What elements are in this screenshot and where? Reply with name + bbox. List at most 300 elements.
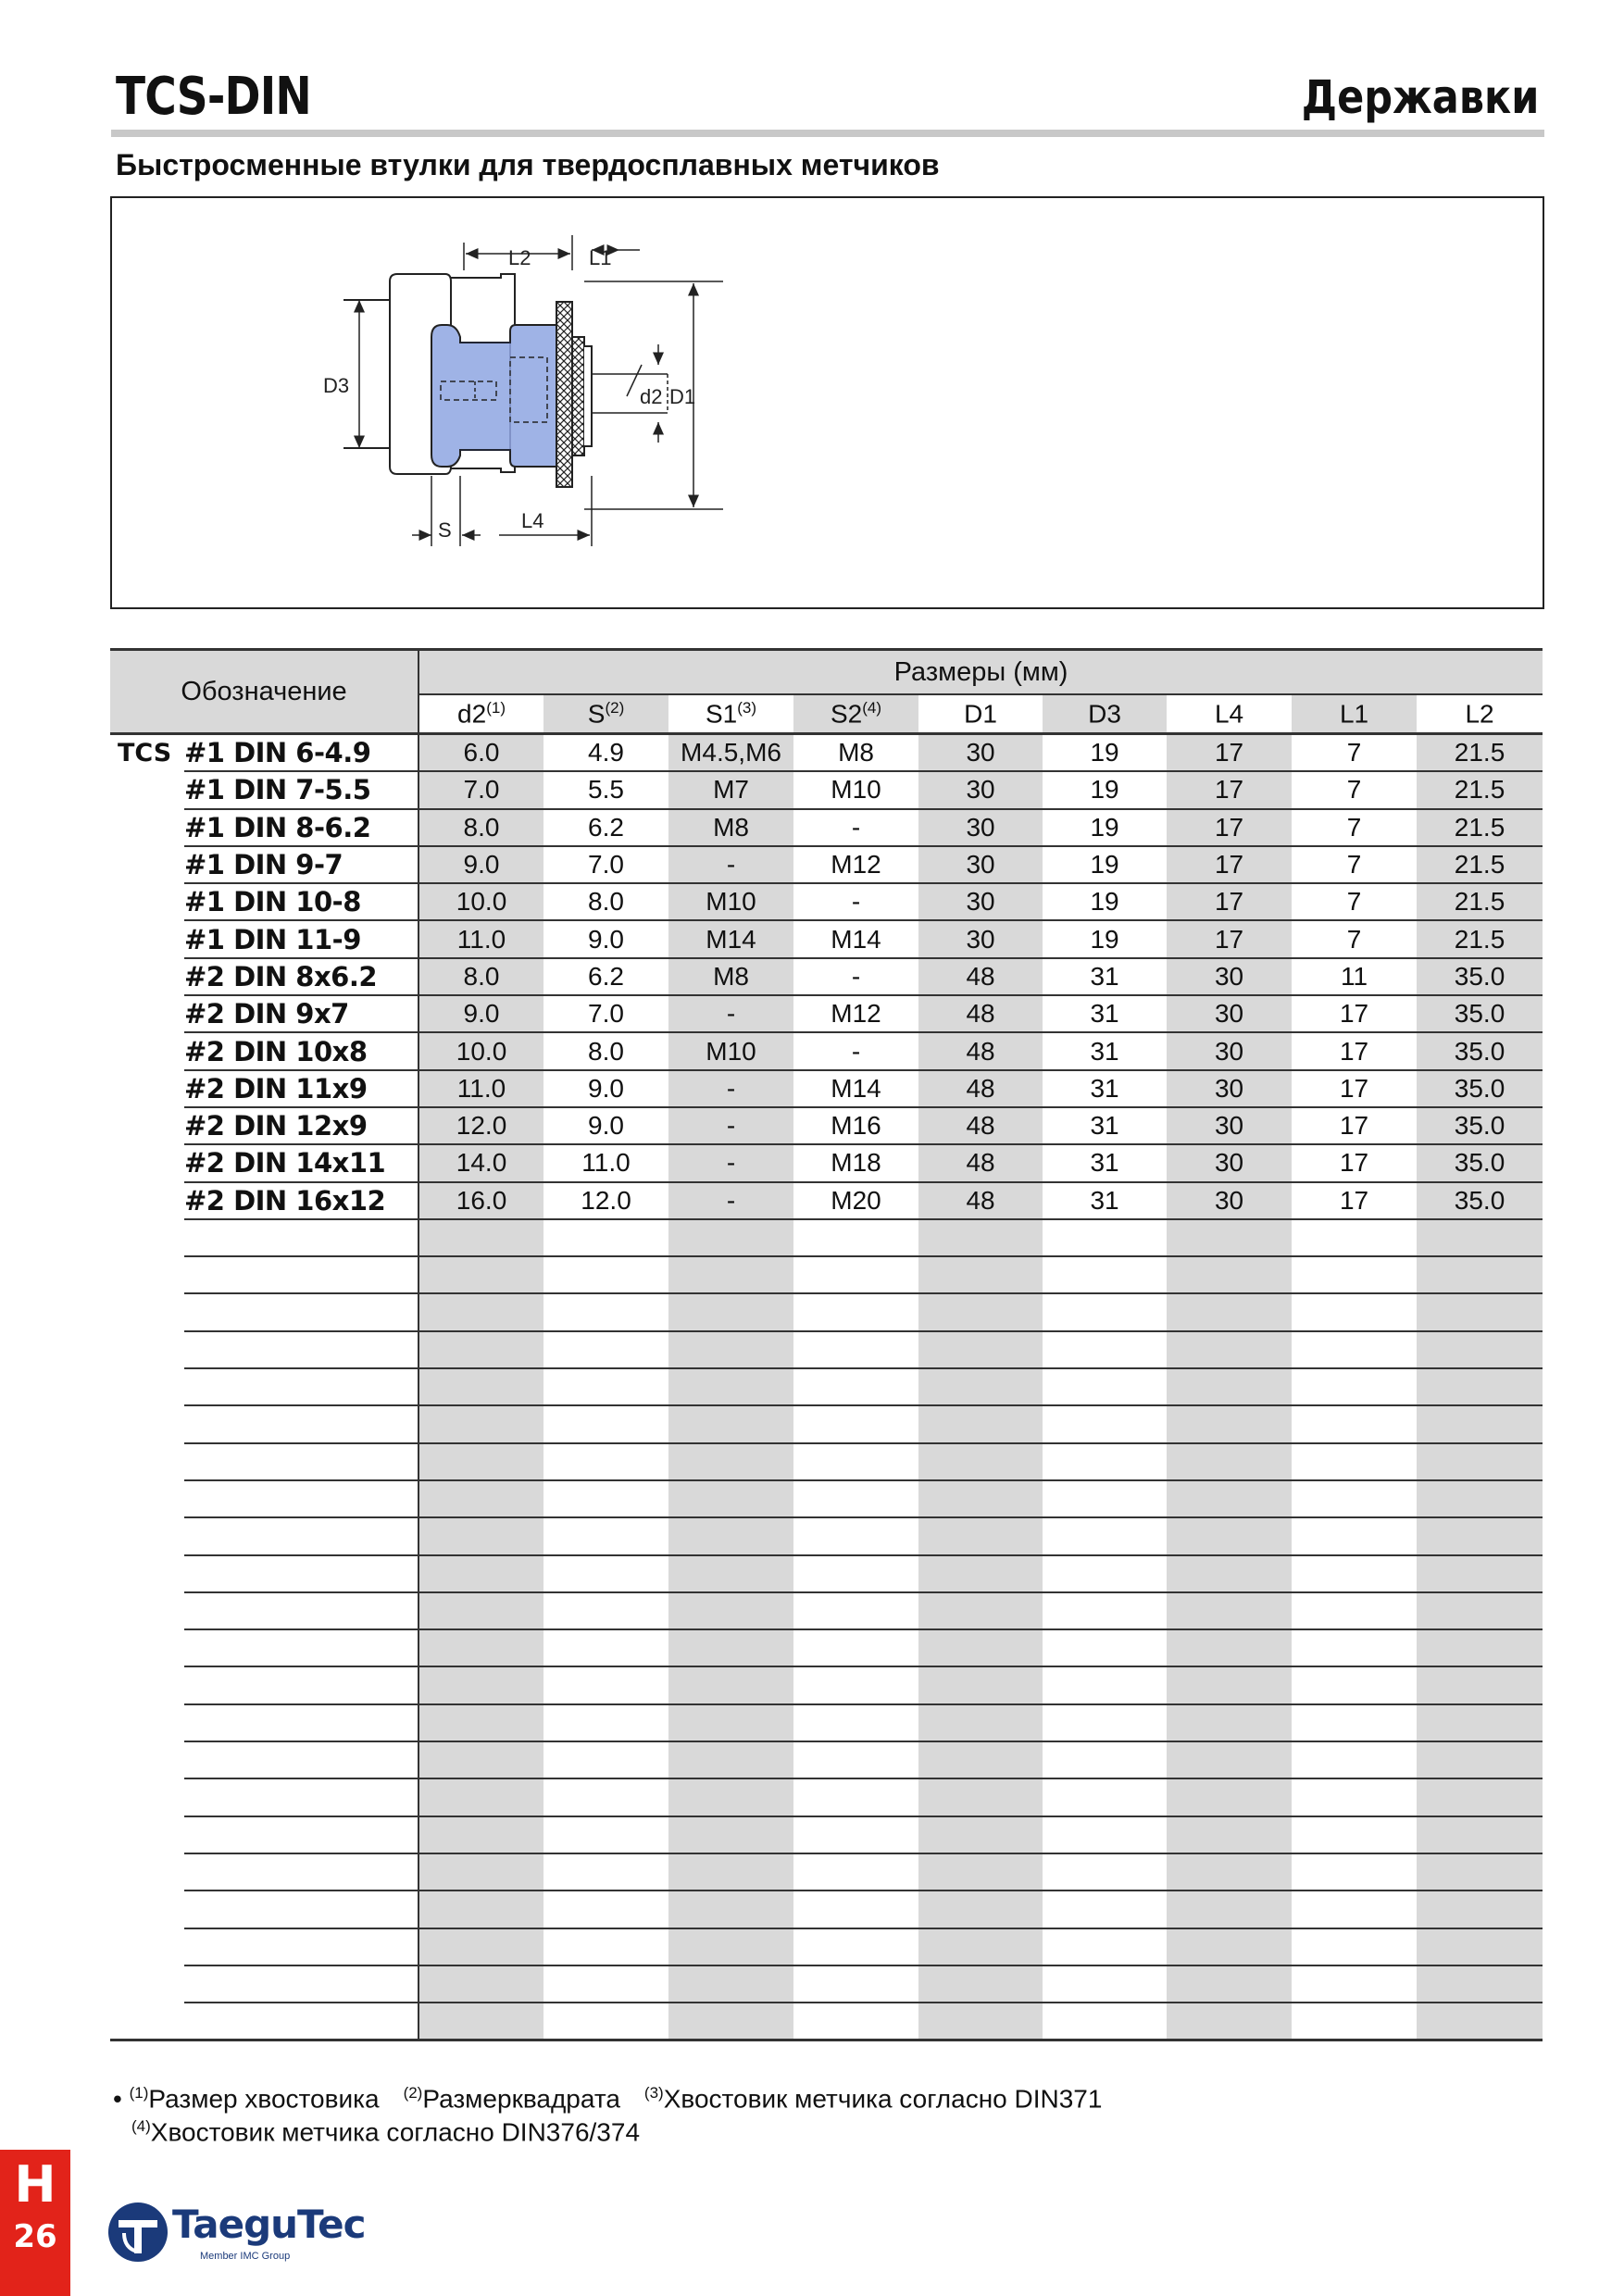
value-cell: 7 xyxy=(1292,771,1417,808)
value-cell: 19 xyxy=(1043,734,1167,772)
group-label-cell xyxy=(110,995,184,1032)
value-cell: - xyxy=(793,809,918,846)
value-cell xyxy=(418,1890,543,1928)
value-cell xyxy=(1043,1592,1167,1629)
value-cell: - xyxy=(668,1182,793,1219)
empty-table-row xyxy=(110,1368,1543,1405)
value-cell xyxy=(418,1704,543,1741)
value-cell xyxy=(1043,1816,1167,1853)
value-cell xyxy=(668,1480,793,1517)
footnote-1-ref: (1) xyxy=(129,2084,149,2102)
designation-cell: #2 DIN 10x8 xyxy=(184,1032,418,1069)
value-cell: 6.2 xyxy=(543,958,668,995)
value-cell xyxy=(793,1629,918,1666)
group-label-cell xyxy=(110,1331,184,1368)
value-cell xyxy=(793,1256,918,1293)
group-label-cell xyxy=(110,1965,184,2003)
value-cell xyxy=(1417,1629,1543,1666)
footnote-line-2 xyxy=(113,2113,1102,2146)
dimensions-table xyxy=(110,648,1543,2041)
value-cell: 8.0 xyxy=(543,883,668,920)
table-row xyxy=(110,771,1543,808)
value-cell xyxy=(793,1331,918,1368)
value-cell xyxy=(543,1219,668,1256)
designation-cell xyxy=(184,1928,418,1965)
group-label-cell xyxy=(110,1555,184,1592)
value-cell xyxy=(1417,1704,1543,1741)
value-cell xyxy=(668,2003,793,2040)
designation-cell xyxy=(184,1219,418,1256)
value-cell: 7 xyxy=(1292,809,1417,846)
value-cell xyxy=(1417,1778,1543,1816)
value-cell: 8.0 xyxy=(543,1032,668,1069)
value-cell: 8.0 xyxy=(418,809,543,846)
value-cell xyxy=(1043,1443,1167,1480)
empty-table-row xyxy=(110,1405,1543,1442)
value-cell xyxy=(918,1293,1043,1330)
section-title: Державки xyxy=(1301,70,1539,124)
value-cell xyxy=(418,1443,543,1480)
value-cell xyxy=(418,1666,543,1703)
value-cell xyxy=(1292,1704,1417,1741)
group-label-cell xyxy=(110,1928,184,1965)
designation-cell xyxy=(184,1592,418,1629)
group-label-cell xyxy=(110,958,184,995)
column-header: L1 xyxy=(1292,694,1417,734)
value-cell: 17 xyxy=(1167,883,1292,920)
designation-cell: #1 DIN 11-9 xyxy=(184,920,418,957)
value-cell xyxy=(418,1256,543,1293)
value-cell xyxy=(1292,1219,1417,1256)
value-cell xyxy=(668,1741,793,1778)
empty-table-row xyxy=(110,1666,1543,1703)
value-cell: 31 xyxy=(1043,995,1167,1032)
footnote-4: Хвостовик метчика согласно DIN376/374 xyxy=(150,2117,641,2147)
value-cell: 31 xyxy=(1043,1107,1167,1144)
value-cell: 16.0 xyxy=(418,1182,543,1219)
column-header: S2$^{(4)}$ xyxy=(793,694,918,734)
value-cell xyxy=(1292,1443,1417,1480)
value-cell xyxy=(543,1853,668,1890)
value-cell: M10 xyxy=(668,883,793,920)
value-cell xyxy=(1417,2003,1543,2040)
table-row xyxy=(110,1032,1543,1069)
value-cell xyxy=(668,1666,793,1703)
value-cell: 4.9 xyxy=(543,734,668,772)
designation-cell: #2 DIN 11x9 xyxy=(184,1070,418,1107)
designation-cell xyxy=(184,1741,418,1778)
table-row xyxy=(110,995,1543,1032)
value-cell: 30 xyxy=(918,920,1043,957)
value-cell: - xyxy=(793,1032,918,1069)
value-cell: 35.0 xyxy=(1417,1144,1543,1181)
designation-cell xyxy=(184,1517,418,1554)
value-cell xyxy=(668,1928,793,1965)
value-cell: 21.5 xyxy=(1417,809,1543,846)
value-cell xyxy=(1292,1592,1417,1629)
value-cell: 9.0 xyxy=(543,1107,668,1144)
value-cell: M16 xyxy=(793,1107,918,1144)
table-row xyxy=(110,734,1543,772)
value-cell xyxy=(918,1517,1043,1554)
value-cell: 7 xyxy=(1292,883,1417,920)
value-cell: 17 xyxy=(1292,1032,1417,1069)
value-cell xyxy=(668,1219,793,1256)
group-label-cell xyxy=(110,1890,184,1928)
designation-cell: #1 DIN 7-5.5 xyxy=(184,771,418,808)
dimensions-header: Размеры (мм) xyxy=(418,650,1543,695)
group-label-cell xyxy=(110,1517,184,1554)
column-header: D3 xyxy=(1043,694,1167,734)
value-cell xyxy=(1043,1293,1167,1330)
value-cell xyxy=(543,1443,668,1480)
value-cell: - xyxy=(668,995,793,1032)
column-header: L2 xyxy=(1417,694,1543,734)
value-cell: 35.0 xyxy=(1417,995,1543,1032)
designation-cell: #1 DIN 6-4.9 xyxy=(184,734,418,772)
footnote-1: Размер хвостовика xyxy=(148,2084,380,2114)
value-cell xyxy=(1167,1555,1292,1592)
value-cell: - xyxy=(668,846,793,883)
value-cell xyxy=(668,1256,793,1293)
group-label-cell xyxy=(110,1182,184,1219)
empty-table-row xyxy=(110,1517,1543,1554)
value-cell xyxy=(1167,1480,1292,1517)
value-cell xyxy=(1417,1853,1543,1890)
value-cell xyxy=(1043,1928,1167,1965)
group-label-cell xyxy=(110,1592,184,1629)
value-cell: M14 xyxy=(668,920,793,957)
value-cell xyxy=(793,1443,918,1480)
group-label-cell xyxy=(110,1666,184,1703)
value-cell: 30 xyxy=(918,809,1043,846)
designation-cell xyxy=(184,2003,418,2040)
value-cell xyxy=(918,1853,1043,1890)
logo-wordmark: TaeguTec xyxy=(172,2202,366,2247)
value-cell xyxy=(918,1704,1043,1741)
value-cell xyxy=(668,1555,793,1592)
value-cell: 21.5 xyxy=(1417,846,1543,883)
value-cell: 11.0 xyxy=(418,920,543,957)
value-cell: 30 xyxy=(1167,1070,1292,1107)
value-cell: 6.0 xyxy=(418,734,543,772)
value-cell: M8 xyxy=(668,958,793,995)
value-cell xyxy=(1043,1666,1167,1703)
value-cell xyxy=(418,1741,543,1778)
value-cell: 11.0 xyxy=(543,1144,668,1181)
footnote-4-ref: (4) xyxy=(131,2117,151,2136)
value-cell: 9.0 xyxy=(418,995,543,1032)
value-cell xyxy=(918,1928,1043,1965)
value-cell: 31 xyxy=(1043,1182,1167,1219)
group-label-cell xyxy=(110,1741,184,1778)
empty-table-row xyxy=(110,1704,1543,1741)
group-label-cell xyxy=(110,1853,184,1890)
value-cell xyxy=(668,1816,793,1853)
designation-cell: #2 DIN 16x12 xyxy=(184,1182,418,1219)
value-cell: 7 xyxy=(1292,734,1417,772)
value-cell xyxy=(793,1965,918,2003)
value-cell xyxy=(1167,1666,1292,1703)
value-cell xyxy=(418,1778,543,1816)
value-cell xyxy=(1167,2003,1292,2040)
value-cell: M10 xyxy=(668,1032,793,1069)
designation-cell xyxy=(184,1778,418,1816)
value-cell xyxy=(918,1890,1043,1928)
value-cell: 35.0 xyxy=(1417,958,1543,995)
value-cell xyxy=(543,1405,668,1442)
value-cell: 8.0 xyxy=(418,958,543,995)
table-row xyxy=(110,1182,1543,1219)
value-cell xyxy=(1417,1293,1543,1330)
value-cell xyxy=(668,1965,793,2003)
value-cell: 30 xyxy=(918,883,1043,920)
empty-table-row xyxy=(110,1778,1543,1816)
value-cell: M20 xyxy=(793,1182,918,1219)
value-cell xyxy=(543,1256,668,1293)
taegutec-logo-icon xyxy=(106,2200,170,2265)
group-label-cell xyxy=(110,1107,184,1144)
value-cell xyxy=(1167,1778,1292,1816)
value-cell: 17 xyxy=(1292,1107,1417,1144)
value-cell xyxy=(1167,1219,1292,1256)
value-cell xyxy=(418,1368,543,1405)
footnotes xyxy=(113,2079,1102,2147)
value-cell xyxy=(918,1256,1043,1293)
table-row xyxy=(110,1107,1543,1144)
value-cell: 17 xyxy=(1167,771,1292,808)
value-cell: 9.0 xyxy=(543,920,668,957)
value-cell xyxy=(543,1293,668,1330)
empty-table-row xyxy=(110,1256,1543,1293)
table-row xyxy=(110,883,1543,920)
value-cell: 30 xyxy=(1167,1107,1292,1144)
value-cell: - xyxy=(668,1107,793,1144)
value-cell xyxy=(418,1405,543,1442)
value-cell: 12.0 xyxy=(543,1182,668,1219)
group-label-cell xyxy=(110,1480,184,1517)
value-cell xyxy=(418,1480,543,1517)
value-cell: 35.0 xyxy=(1417,1182,1543,1219)
value-cell xyxy=(418,1293,543,1330)
value-cell xyxy=(543,1517,668,1554)
column-header: S1$^{(3)}$ xyxy=(668,694,793,734)
value-cell: 19 xyxy=(1043,846,1167,883)
value-cell xyxy=(918,1592,1043,1629)
insert-body xyxy=(431,325,556,467)
value-cell: 10.0 xyxy=(418,1032,543,1069)
designation-header: Обозначение xyxy=(110,650,418,734)
value-cell xyxy=(1167,1890,1292,1928)
value-cell: 7 xyxy=(1292,920,1417,957)
value-cell: 30 xyxy=(1167,1144,1292,1181)
value-cell: 30 xyxy=(1167,1182,1292,1219)
value-cell xyxy=(793,1778,918,1816)
value-cell: 48 xyxy=(918,1032,1043,1069)
column-header: D1 xyxy=(918,694,1043,734)
column-header: $S^{(2)}$ xyxy=(543,694,668,734)
empty-table-row xyxy=(110,1629,1543,1666)
value-cell: 11 xyxy=(1292,958,1417,995)
value-cell xyxy=(1417,1816,1543,1853)
value-cell: 14.0 xyxy=(418,1144,543,1181)
value-cell: 48 xyxy=(918,1182,1043,1219)
empty-table-row xyxy=(110,1219,1543,1256)
group-label-cell xyxy=(110,1256,184,1293)
value-cell xyxy=(543,1629,668,1666)
value-cell xyxy=(1167,1592,1292,1629)
label-l2: L2 xyxy=(508,246,531,269)
value-cell: 17 xyxy=(1167,734,1292,772)
value-cell: 7.0 xyxy=(543,846,668,883)
designation-cell xyxy=(184,1965,418,2003)
value-cell: 30 xyxy=(1167,1032,1292,1069)
value-cell: 19 xyxy=(1043,771,1167,808)
table-row xyxy=(110,1144,1543,1181)
designation-cell xyxy=(184,1555,418,1592)
label-d2: d2 xyxy=(640,385,663,408)
value-cell: 21.5 xyxy=(1417,771,1543,808)
value-cell xyxy=(1167,1741,1292,1778)
table-row xyxy=(110,1070,1543,1107)
value-cell xyxy=(1043,1331,1167,1368)
value-cell xyxy=(1167,1443,1292,1480)
value-cell: 17 xyxy=(1167,809,1292,846)
value-cell: M18 xyxy=(793,1144,918,1181)
empty-table-row xyxy=(110,1928,1543,1965)
value-cell xyxy=(1292,1778,1417,1816)
value-cell: 35.0 xyxy=(1417,1107,1543,1144)
value-cell xyxy=(668,1592,793,1629)
value-cell xyxy=(1292,1853,1417,1890)
value-cell xyxy=(543,2003,668,2040)
footnote-2-ref: (2) xyxy=(403,2084,423,2102)
value-cell xyxy=(918,1219,1043,1256)
value-cell: 6.2 xyxy=(543,809,668,846)
designation-cell xyxy=(184,1629,418,1666)
value-cell xyxy=(1417,1368,1543,1405)
value-cell: M10 xyxy=(793,771,918,808)
value-cell xyxy=(1043,1965,1167,2003)
designation-cell xyxy=(184,1256,418,1293)
designation-cell: #1 DIN 8-6.2 xyxy=(184,809,418,846)
value-cell xyxy=(418,1965,543,2003)
group-label-cell xyxy=(110,1368,184,1405)
value-cell xyxy=(668,1517,793,1554)
label-d1: D1 xyxy=(669,385,696,408)
value-cell: 35.0 xyxy=(1417,1070,1543,1107)
value-cell xyxy=(668,1443,793,1480)
value-cell: 31 xyxy=(1043,1032,1167,1069)
column-header: L4 xyxy=(1167,694,1292,734)
value-cell: M7 xyxy=(668,771,793,808)
group-label-cell xyxy=(110,1219,184,1256)
value-cell xyxy=(543,1778,668,1816)
value-cell xyxy=(1167,1965,1292,2003)
group-label-cell: TCS xyxy=(118,739,172,768)
value-cell xyxy=(1167,1928,1292,1965)
group-label-cell xyxy=(110,1778,184,1816)
value-cell xyxy=(668,1331,793,1368)
page-subtitle: Быстросменные втулки для твердосплавных метчиков xyxy=(116,148,940,181)
value-cell xyxy=(418,1331,543,1368)
value-cell xyxy=(1292,1368,1417,1405)
group-label-cell xyxy=(110,1144,184,1181)
value-cell: 30 xyxy=(918,734,1043,772)
value-cell xyxy=(1043,1853,1167,1890)
value-cell xyxy=(543,1890,668,1928)
value-cell xyxy=(793,1853,918,1890)
value-cell xyxy=(793,1219,918,1256)
value-cell xyxy=(1292,1293,1417,1330)
value-cell: 7 xyxy=(1292,846,1417,883)
value-cell: 31 xyxy=(1043,1144,1167,1181)
technical-drawing xyxy=(110,196,1544,609)
value-cell xyxy=(1292,1555,1417,1592)
designation-cell xyxy=(184,1480,418,1517)
value-cell xyxy=(543,1666,668,1703)
value-cell xyxy=(793,1517,918,1554)
value-cell xyxy=(543,1555,668,1592)
value-cell: M12 xyxy=(793,995,918,1032)
value-cell xyxy=(418,1928,543,1965)
column-header: d2$^{(1)}$ xyxy=(418,694,543,734)
value-cell xyxy=(1043,1741,1167,1778)
value-cell xyxy=(1167,1256,1292,1293)
value-cell: M12 xyxy=(793,846,918,883)
value-cell xyxy=(1167,1293,1292,1330)
value-cell: 30 xyxy=(918,846,1043,883)
value-cell xyxy=(1167,1517,1292,1554)
value-cell xyxy=(1292,1741,1417,1778)
value-cell xyxy=(1043,1890,1167,1928)
table-row xyxy=(110,920,1543,957)
group-label-cell xyxy=(110,1704,184,1741)
footnote-3: Хвостовик метчика согласно DIN371 xyxy=(663,2084,1103,2114)
value-cell: 48 xyxy=(918,1144,1043,1181)
designation-cell: #1 DIN 10-8 xyxy=(184,883,418,920)
value-cell: 12.0 xyxy=(418,1107,543,1144)
value-cell xyxy=(1292,1629,1417,1666)
value-cell: 48 xyxy=(918,995,1043,1032)
designation-cell xyxy=(184,1816,418,1853)
group-label-cell xyxy=(110,2003,184,2040)
value-cell xyxy=(918,1480,1043,1517)
value-cell xyxy=(918,1331,1043,1368)
value-cell: 11.0 xyxy=(418,1070,543,1107)
page-number: 26 xyxy=(13,2218,57,2255)
value-cell xyxy=(918,1368,1043,1405)
value-cell xyxy=(668,1778,793,1816)
value-cell xyxy=(1292,1517,1417,1554)
value-cell xyxy=(1292,1816,1417,1853)
value-cell: M4.5,M6 xyxy=(668,734,793,772)
footnote-line-1 xyxy=(113,2079,1102,2113)
empty-table-row xyxy=(110,1890,1543,1928)
value-cell: M8 xyxy=(793,734,918,772)
value-cell: 9.0 xyxy=(418,846,543,883)
value-cell xyxy=(543,1965,668,2003)
value-cell: 7.0 xyxy=(543,995,668,1032)
value-cell xyxy=(918,1666,1043,1703)
table-row xyxy=(110,846,1543,883)
designation-cell xyxy=(184,1293,418,1330)
value-cell: 48 xyxy=(918,1107,1043,1144)
value-cell: 31 xyxy=(1043,958,1167,995)
value-cell xyxy=(1417,1592,1543,1629)
value-cell xyxy=(418,2003,543,2040)
value-cell xyxy=(1292,1666,1417,1703)
